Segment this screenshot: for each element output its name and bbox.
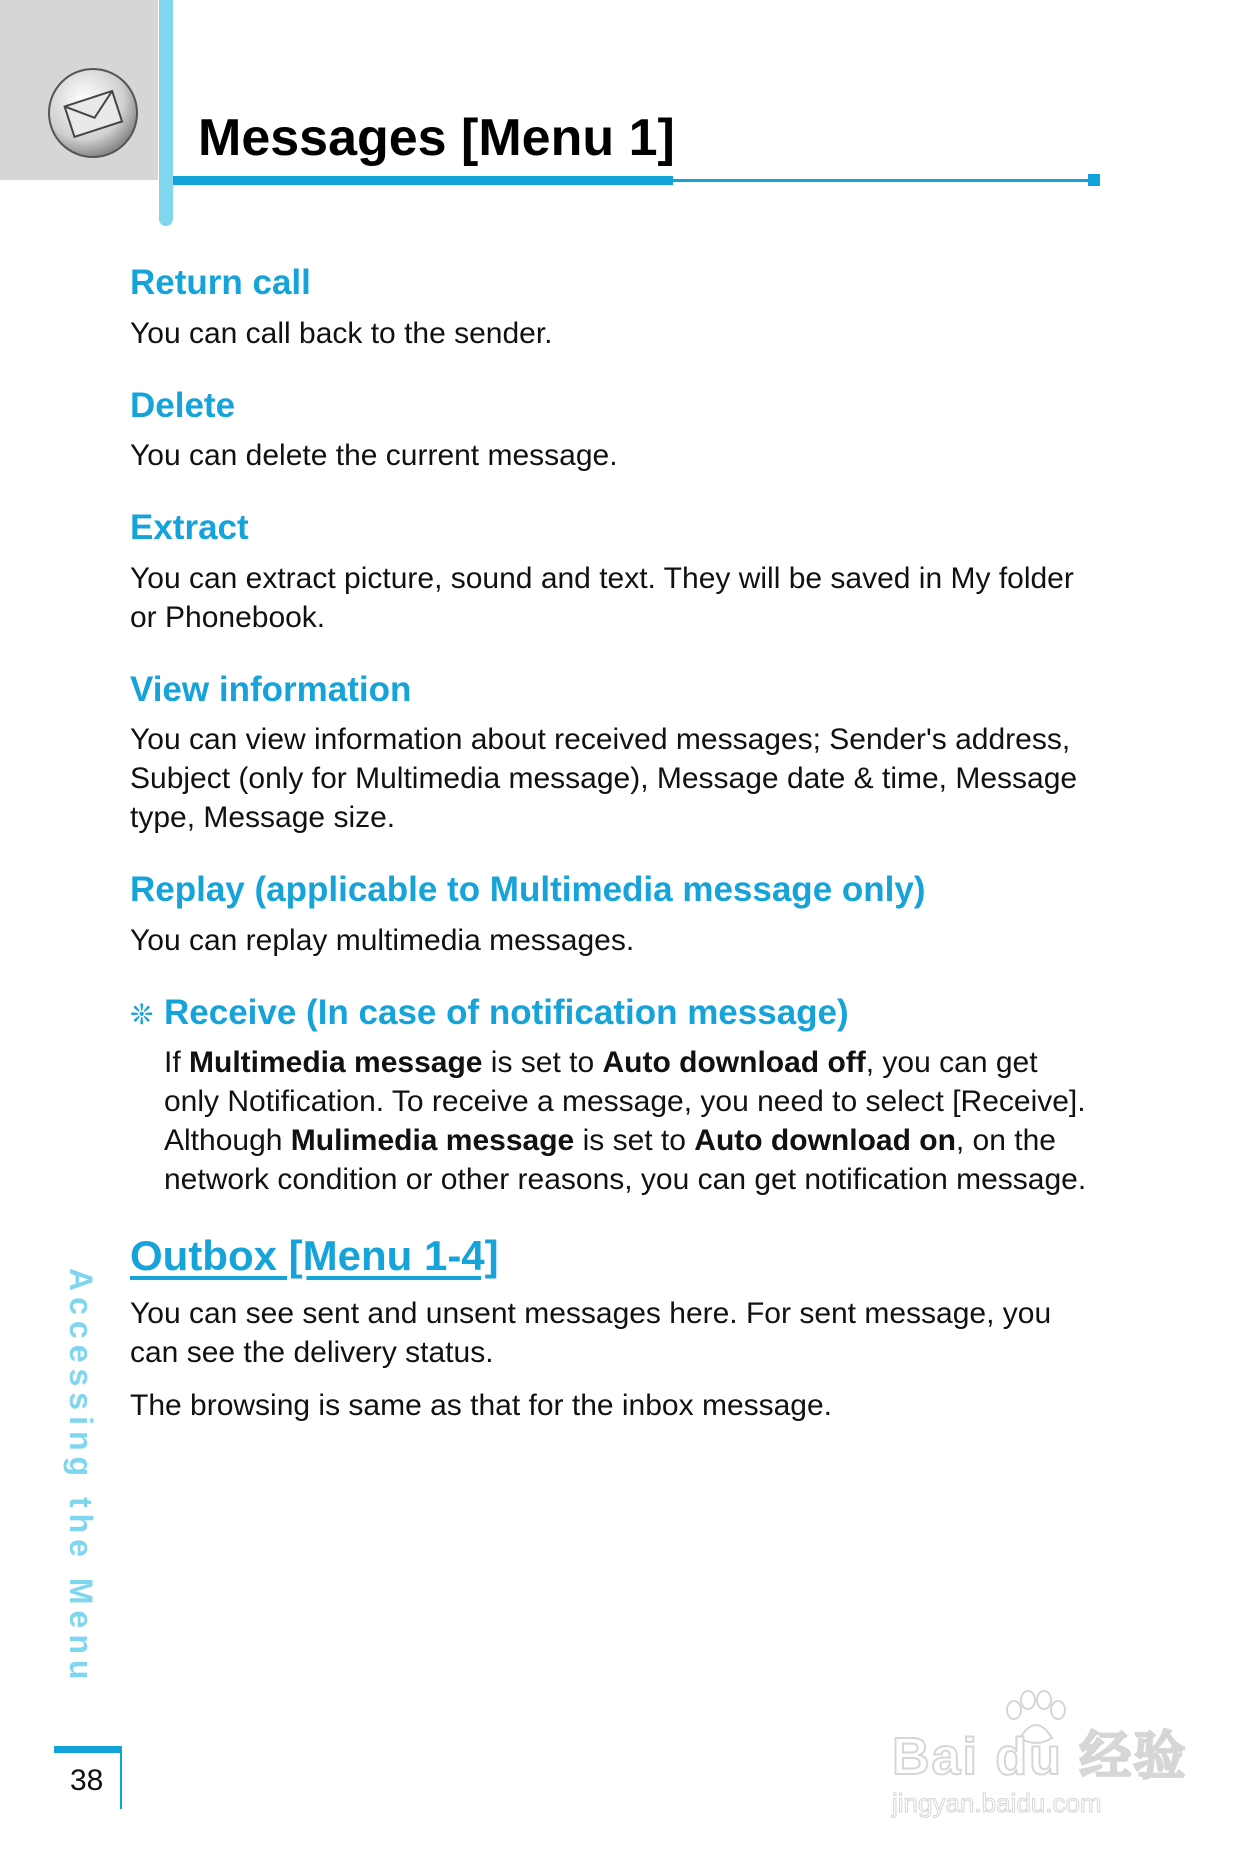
section-text: You can delete the current message. [130,439,618,472]
page-number-divider [120,1753,122,1809]
note-heading-row [130,990,1090,1044]
page-number: 38 [70,1764,104,1797]
page-title: Messages [Menu 1] [198,109,675,167]
outbox-heading: Outbox [Menu 1-4] [130,1232,499,1279]
side-section-label: Accessing the Menu [63,1268,99,1686]
outbox-text-2: The browsing is same as that for the inbox message. [130,1388,833,1422]
note-receive [130,990,1090,1200]
note-bold-term: Auto download off [602,1046,866,1079]
note-bold-term: Mulimedia message [290,1124,575,1157]
main-content [130,260,1090,1455]
note-text-part: is set to [574,1124,695,1157]
section-return-call [130,260,1090,353]
section-outbox [130,1229,1090,1425]
section-view-information [130,667,1090,838]
note-snowflake-icon: ❊ [130,998,154,1030]
section-text: You can view information about received messages; Sender's address, Subject (only for Multimedia message), Message date & time, Message type, Message size. [130,723,1078,834]
baidu-watermark [880,1690,1188,1820]
section-replay [130,867,1090,960]
section-heading: Extract [130,508,249,547]
section-text: You can extract picture, sound and text. They will be saved in My folder or Phonebook. [130,561,1074,634]
note-heading: Receive (In case of notification message) [164,992,849,1032]
outbox-text: You can see sent and unsent messages here. For sent message, you can see the delivery status. [130,1296,1052,1369]
section-heading: Replay (applicable to Multimedia message only) [130,870,926,909]
title-underline [173,176,673,185]
page-number-bar [54,1746,122,1753]
section-text: You can replay multimedia messages. [130,923,635,957]
note-text-part: , on the network condition or other reasons, you can get notification message. [164,1124,1087,1196]
header-vertical-bar [159,0,173,226]
section-heading: View information [130,669,412,709]
note-text [164,1043,1090,1199]
note-bold-term: Multimedia message [189,1046,483,1079]
watermark-url: jingyan.baidu.com [892,1788,1102,1818]
note-text-part: is set to [482,1046,603,1079]
message-envelope-icon [46,66,140,160]
title-rule-end [1088,174,1100,186]
watermark-logo: Bai du 经验 [892,1728,1188,1786]
title-rule [673,179,1093,182]
section-delete [130,383,1090,476]
section-text: You can call back to the sender. [130,316,553,350]
note-text-part: , you can get only Notification. To receive a message, you need to select [Receive]. Although [164,1046,1086,1157]
section-heading: Delete [130,385,236,425]
section-extract [130,505,1090,637]
section-heading: Return call [130,263,311,302]
note-bold-term: Auto download on [694,1124,956,1157]
note-text-part: If [164,1046,190,1079]
